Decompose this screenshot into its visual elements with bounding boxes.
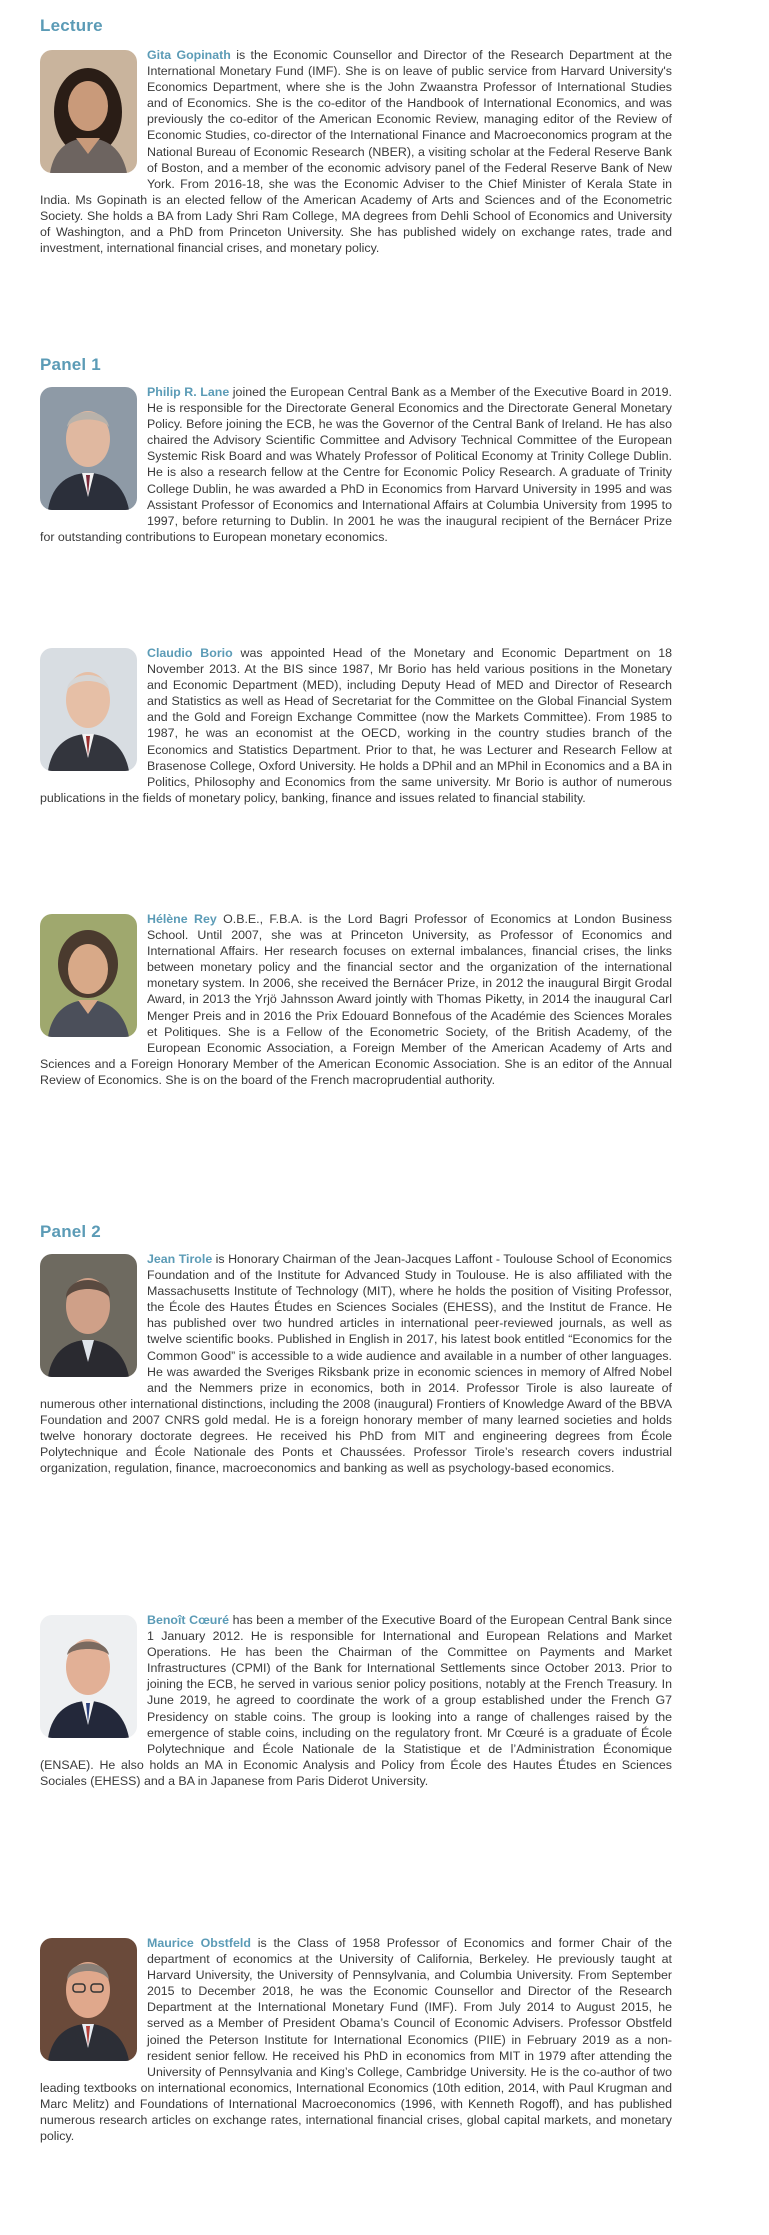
speaker-name-coeure: Benoît Cœuré	[147, 1613, 230, 1627]
bio-gopinath	[40, 47, 672, 256]
photo-gopinath	[40, 50, 137, 173]
speaker-bio-text-borio: was appointed Head of the Monetary and Economic Department on 18 November 2013. At the BIS since 1987, Mr Borio has held various positions in the Monetary and Economic Department (MED), including Deputy Head of MED and Director of Research and Statistics as well as Head of Secretariat for the Committee on the Global Financial System and the Gold and Foreign Exchange Committee (now the Markets Committee). From 1985 to 1987, he was an economist at the OECD, working in the country studies branch of the Economics and Statistics Department. Prior to that, he was Lecturer and Research Fellow at Brasenose College, Oxford University. He holds a DPhil and an MPhil in Economics and a BA in Politics, Philosophy and Economics from the same university. Mr Borio is author of numerous publications in the fields of monetary policy, banking, finance and issues related to financial stability.	[40, 646, 672, 805]
bio-tirole	[40, 1251, 672, 1476]
portrait-obstfeld-image	[40, 1938, 137, 2061]
bio-obstfeld	[40, 1935, 672, 2144]
portrait-lane-image	[40, 387, 137, 510]
speaker-name-lane: Philip R. Lane	[147, 385, 230, 399]
portrait-tirole-image	[40, 1254, 137, 1377]
speaker-bio-text-tirole: is Honorary Chairman of the Jean-Jacques Laffont - Toulouse School of Economics Foundation and of the Institute for Advanced Study in Toulouse. He is also affiliated with the Massachusetts Institute of Technology (MIT), where he holds the position of Visiting Professor, the École des Hautes Études en Sciences Sociales (EHESS), and the Institut de France. He has published over two hundred articles in international peer-reviewed journals, as well as twelve scientific books. Published in English in 2017, his latest book entitled “Economics for the Common Good” is accessible to a wide audience and available in a number of other languages. He was awarded the Sveriges Riksbank prize in economic sciences in memory of Alfred Nobel and the Nemmers prize in economics, both in 2014. Professor Tirole is also laureate of numerous other international distinctions, including the 2008 (inaugural) Frontiers of Knowledge Award of the BBVA Foundation and 2007 CNRS gold medal. He is a foreign honorary member of many learned societies and holds twelve honorary doctorate degrees. He received his PhD from MIT and engineering degrees from École Polytechnique and École Nationale des Ponts et Chaussées. Professor Tirole’s research covers industrial organization, regulation, finance, macroeconomics and banking as well as psychology-based economics.	[40, 1252, 672, 1476]
bio-borio	[40, 645, 672, 806]
portrait-rey-image	[40, 914, 137, 1037]
photo-obstfeld	[40, 1938, 137, 2061]
bio-coeure	[40, 1612, 672, 1789]
photo-coeure	[40, 1615, 137, 1738]
speaker-name-borio: Claudio Borio	[147, 646, 233, 660]
photo-borio	[40, 648, 137, 771]
photo-tirole	[40, 1254, 137, 1377]
speaker-bio-text-rey: O.B.E., F.B.A. is the Lord Bagri Professor of Economics at London Business School. Until 2007, she was at Princeton University, as Professor of Economics and International Affairs. Her research focuses on external imbalances, financial crises, the links between monetary policy and the financial sector and the organization of the international monetary system. In 2006, she received the Bernácer Prize, in 2012 the inaugural Birgit Grodal Award, in 2013 the Yrjö Jahnsson Award jointly with Thomas Piketty, in 2014 the inaugural Carl Menger Preis and in 2016 the Prix Edouard Bonnefous of the Académie des Sciences Morales et Politiques. She is a Fellow of the Econometric Society, of the British Academy, of the European Economic Association, a Foreign Member of the American Academy of Arts and Sciences and a Foreign Honorary Member of the American Economic Association. She is an editor of the Annual Review of Economics. She is on the board of the French macroprudential authority.	[40, 912, 673, 1087]
speaker-bio-text-obstfeld: is the Class of 1958 Professor of Economics and former Chair of the department of economics at the University of California, Berkeley. He previously taught at Harvard University, the University of Pennsylvania, and Columbia University. From September 2015 to December 2018, he was the Economic Counsellor and Director of the Research Department at the International Monetary Fund (IMF). From July 2014 to August 2015, he served as a Member of President Obama’s Council of Economic Advisers. Professor Obstfeld joined the Peterson Institute for International Economics (PIIE) in February 2019 as a non-resident senior fellow. He received his PhD in economics from MIT in 1979 after attending the University of Pennsylvania and King’s College, Cambridge University. He is the co-author of two leading textbooks on international economics, International Economics (10th edition, 2014, with Paul Krugman and Marc Melitz) and Foundations of International Macroeconomics (1996, with Kenneth Rogoff), and has published numerous research articles on exchange rates, international financial crises, global capital markets, and monetary policy.	[40, 1936, 672, 2144]
speaker-name-rey: Hélène Rey	[147, 912, 217, 926]
speaker-bio-text-lane: joined the European Central Bank as a Member of the Executive Board in 2019. He is responsible for the Directorate General Economics and the Directorate General Monetary Policy. Before joining the ECB, he was the Governor of the Central Bank of Ireland. He has also chaired the Advisory Scientific Committee and Advisory Technical Committee of the European Systemic Risk Board and was Whately Professor of Political Economy at Trinity College Dublin. He is also a research fellow at the Centre for Economic Policy Research. A graduate of Trinity College Dublin, he was awarded a PhD in Economics from Harvard University in 1995 and was Assistant Professor of Economics and International Affairs at Columbia University from 1995 to 1997, before returning to Dublin. In 2001 he was the inaugural recipient of the Bernácer Prize for outstanding contributions to European monetary economics.	[40, 385, 672, 544]
bio-rey	[40, 911, 672, 1088]
speaker-bio-text-coeure: has been a member of the Executive Board of the European Central Bank since 1 January 2012. He is responsible for International and European Relations and Market Operations. He has been the Chairman of the Committee on Payments and Market Infrastructures (CPMI) of the Bank for International Settlements since October 2013. Prior to joining the ECB, he served in various senior policy positions, notably at the French Treasury. In June 2019, he agreed to coordinate the work of a group established under the French G7 Presidency on stable coins. The group is looking into a range of challenges raised by the emergence of stable coins, including on the regulatory front. Mr Cœuré is a graduate of École Polytechnique and École Nationale de la Statistique et de l’Administration Économique (ENSAE). He also holds an MA in Economic Analysis and Policy from École des Hautes Études en Sciences Sociales (EHESS) and a BA in Japanese from Paris Diderot University.	[40, 1613, 672, 1788]
speaker-name-gopinath: Gita Gopinath	[147, 48, 231, 62]
speaker-bio-text-gopinath: is the Economic Counsellor and Director of the Research Department at the International Monetary Fund (IMF). She is on leave of public service from Harvard University's Economics Department, where she is the John Zwaanstra Professor of International Studies and of Economics. She is the co-editor of the Handbook of International Economics, and was previously the co-editor of the American Economic Review, managing editor of the Review of Economic Studies, co-director of the International Finance and Macroeconomics program at the National Bureau of Economic Research (NBER), a visiting scholar at the Federal Reserve Bank of Boston, and a member of the economic advisory panel of the Federal Reserve Bank of New York. From 2016-18, she was the Economic Adviser to the Chief Minister of Kerala State in India. Ms Gopinath is an elected fellow of the American Academy of Arts and Sciences and of the Econometric Society. She holds a BA from Lady Shri Ram College, MA degrees from Dehli School of Economics and University of Washington, and a PhD from Princeton University. She has published widely on exchange rates, trade and investment, international financial crises, and monetary policy.	[40, 48, 672, 256]
bio-lane	[40, 384, 672, 545]
photo-rey	[40, 914, 137, 1037]
speaker-name-obstfeld: Maurice Obstfeld	[147, 1936, 251, 1950]
speaker-name-tirole: Jean Tirole	[147, 1252, 213, 1266]
portrait-borio-image	[40, 648, 137, 771]
photo-lane	[40, 387, 137, 510]
portrait-coeure-image	[40, 1615, 137, 1738]
section-heading-panel1: Panel 1	[40, 355, 101, 374]
portrait-gopinath-image	[40, 50, 137, 173]
section-heading-lecture: Lecture	[40, 16, 103, 35]
section-heading-panel2: Panel 2	[40, 1222, 101, 1241]
